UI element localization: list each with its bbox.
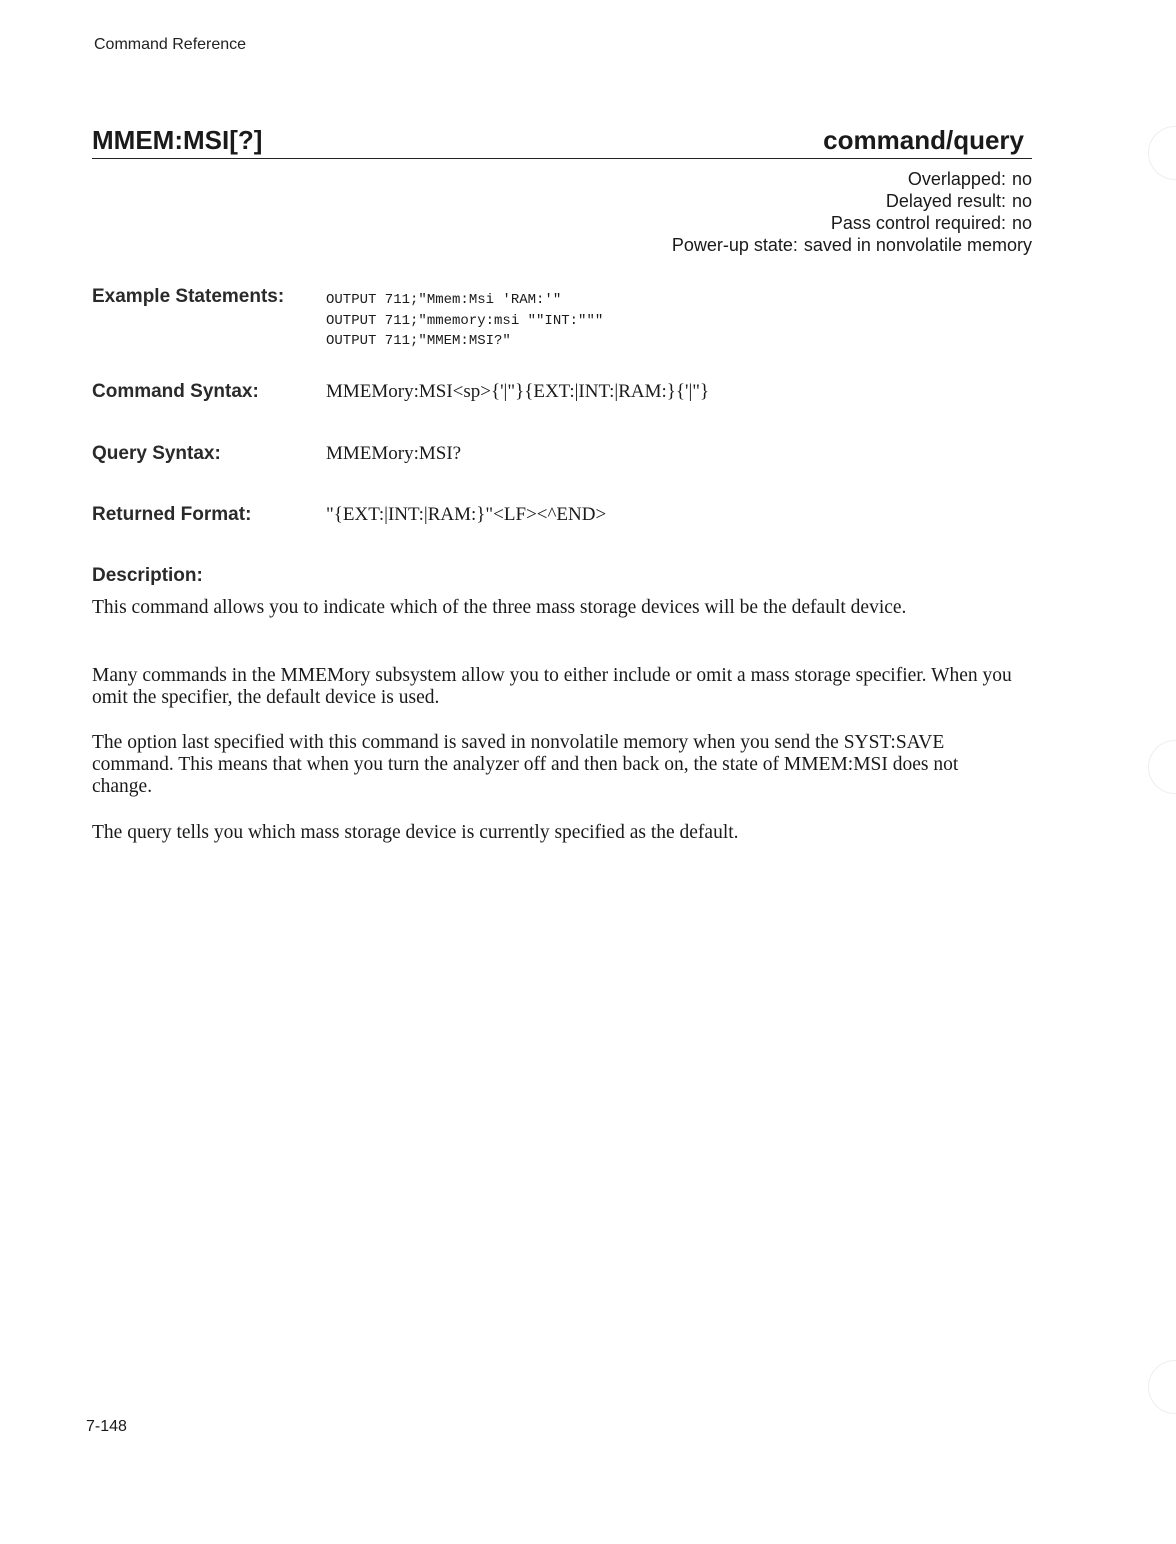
description-paragraph: The query tells you which mass storage device is currently specified as the default. — [92, 822, 739, 843]
title-bar — [92, 122, 1032, 159]
property-value: saved in nonvolatile memory — [803, 235, 1032, 255]
punch-hole-mark — [1148, 126, 1176, 180]
example-line: OUTPUT 711;"mmemory:msi ""INT:""" — [326, 312, 604, 329]
command-syntax-label: Command Syntax: — [92, 381, 259, 402]
property-label: Delayed result: — [885, 191, 1006, 211]
description-paragraph: This command allows you to indicate which of the three mass storage devices will be the default device. — [92, 597, 907, 618]
command-syntax-value: MMEMory:MSI<sp>{'|"}{EXT:|INT:|RAM:}{'|"} — [326, 381, 710, 402]
property-delayed-result — [672, 190, 1032, 212]
running-header: Command Reference — [94, 36, 247, 53]
property-value: no — [1011, 191, 1032, 211]
property-pass-control — [672, 212, 1032, 234]
property-overlapped — [672, 168, 1032, 190]
page-number: 7-148 — [86, 1418, 127, 1435]
returned-format-label: Returned Format: — [92, 504, 252, 525]
example-statements — [326, 290, 603, 352]
command-type: command/query — [823, 125, 1024, 155]
property-label: Power-up state: — [671, 235, 798, 255]
example-line: OUTPUT 711;"Mmem:Msi 'RAM:'" — [326, 292, 562, 308]
property-label: Overlapped: — [907, 169, 1006, 189]
property-value: no — [1011, 213, 1032, 233]
property-label: Pass control required: — [830, 213, 1006, 233]
returned-format-value: "{EXT:|INT:|RAM:}"<LF><^END> — [326, 504, 607, 525]
punch-hole-mark — [1148, 1360, 1176, 1414]
description-paragraph: Many commands in the MMEMory subsystem allow you to either include or omit a mass storage specifier. When you omit the specifier, the default device is used. — [92, 665, 1012, 708]
query-syntax-value: MMEMory:MSI? — [326, 443, 462, 464]
properties-block — [672, 168, 1032, 256]
punch-hole-mark — [1148, 740, 1176, 794]
description-label: Description: — [92, 565, 203, 586]
query-syntax-label: Query Syntax: — [92, 443, 221, 464]
property-power-up-state — [672, 234, 1032, 256]
example-statements-label: Example Statements: — [92, 286, 285, 307]
example-line: OUTPUT 711;"MMEM:MSI?" — [326, 333, 511, 349]
property-value: no — [1011, 169, 1032, 189]
command-title: MMEM:MSI[?] — [92, 125, 263, 155]
description-paragraph: The option last specified with this command is saved in nonvolatile memory when you send the SYST:SAVE command. This means that when you turn the analyzer off and then back on, the state of MMEM:MSI does not change. — [92, 732, 959, 797]
